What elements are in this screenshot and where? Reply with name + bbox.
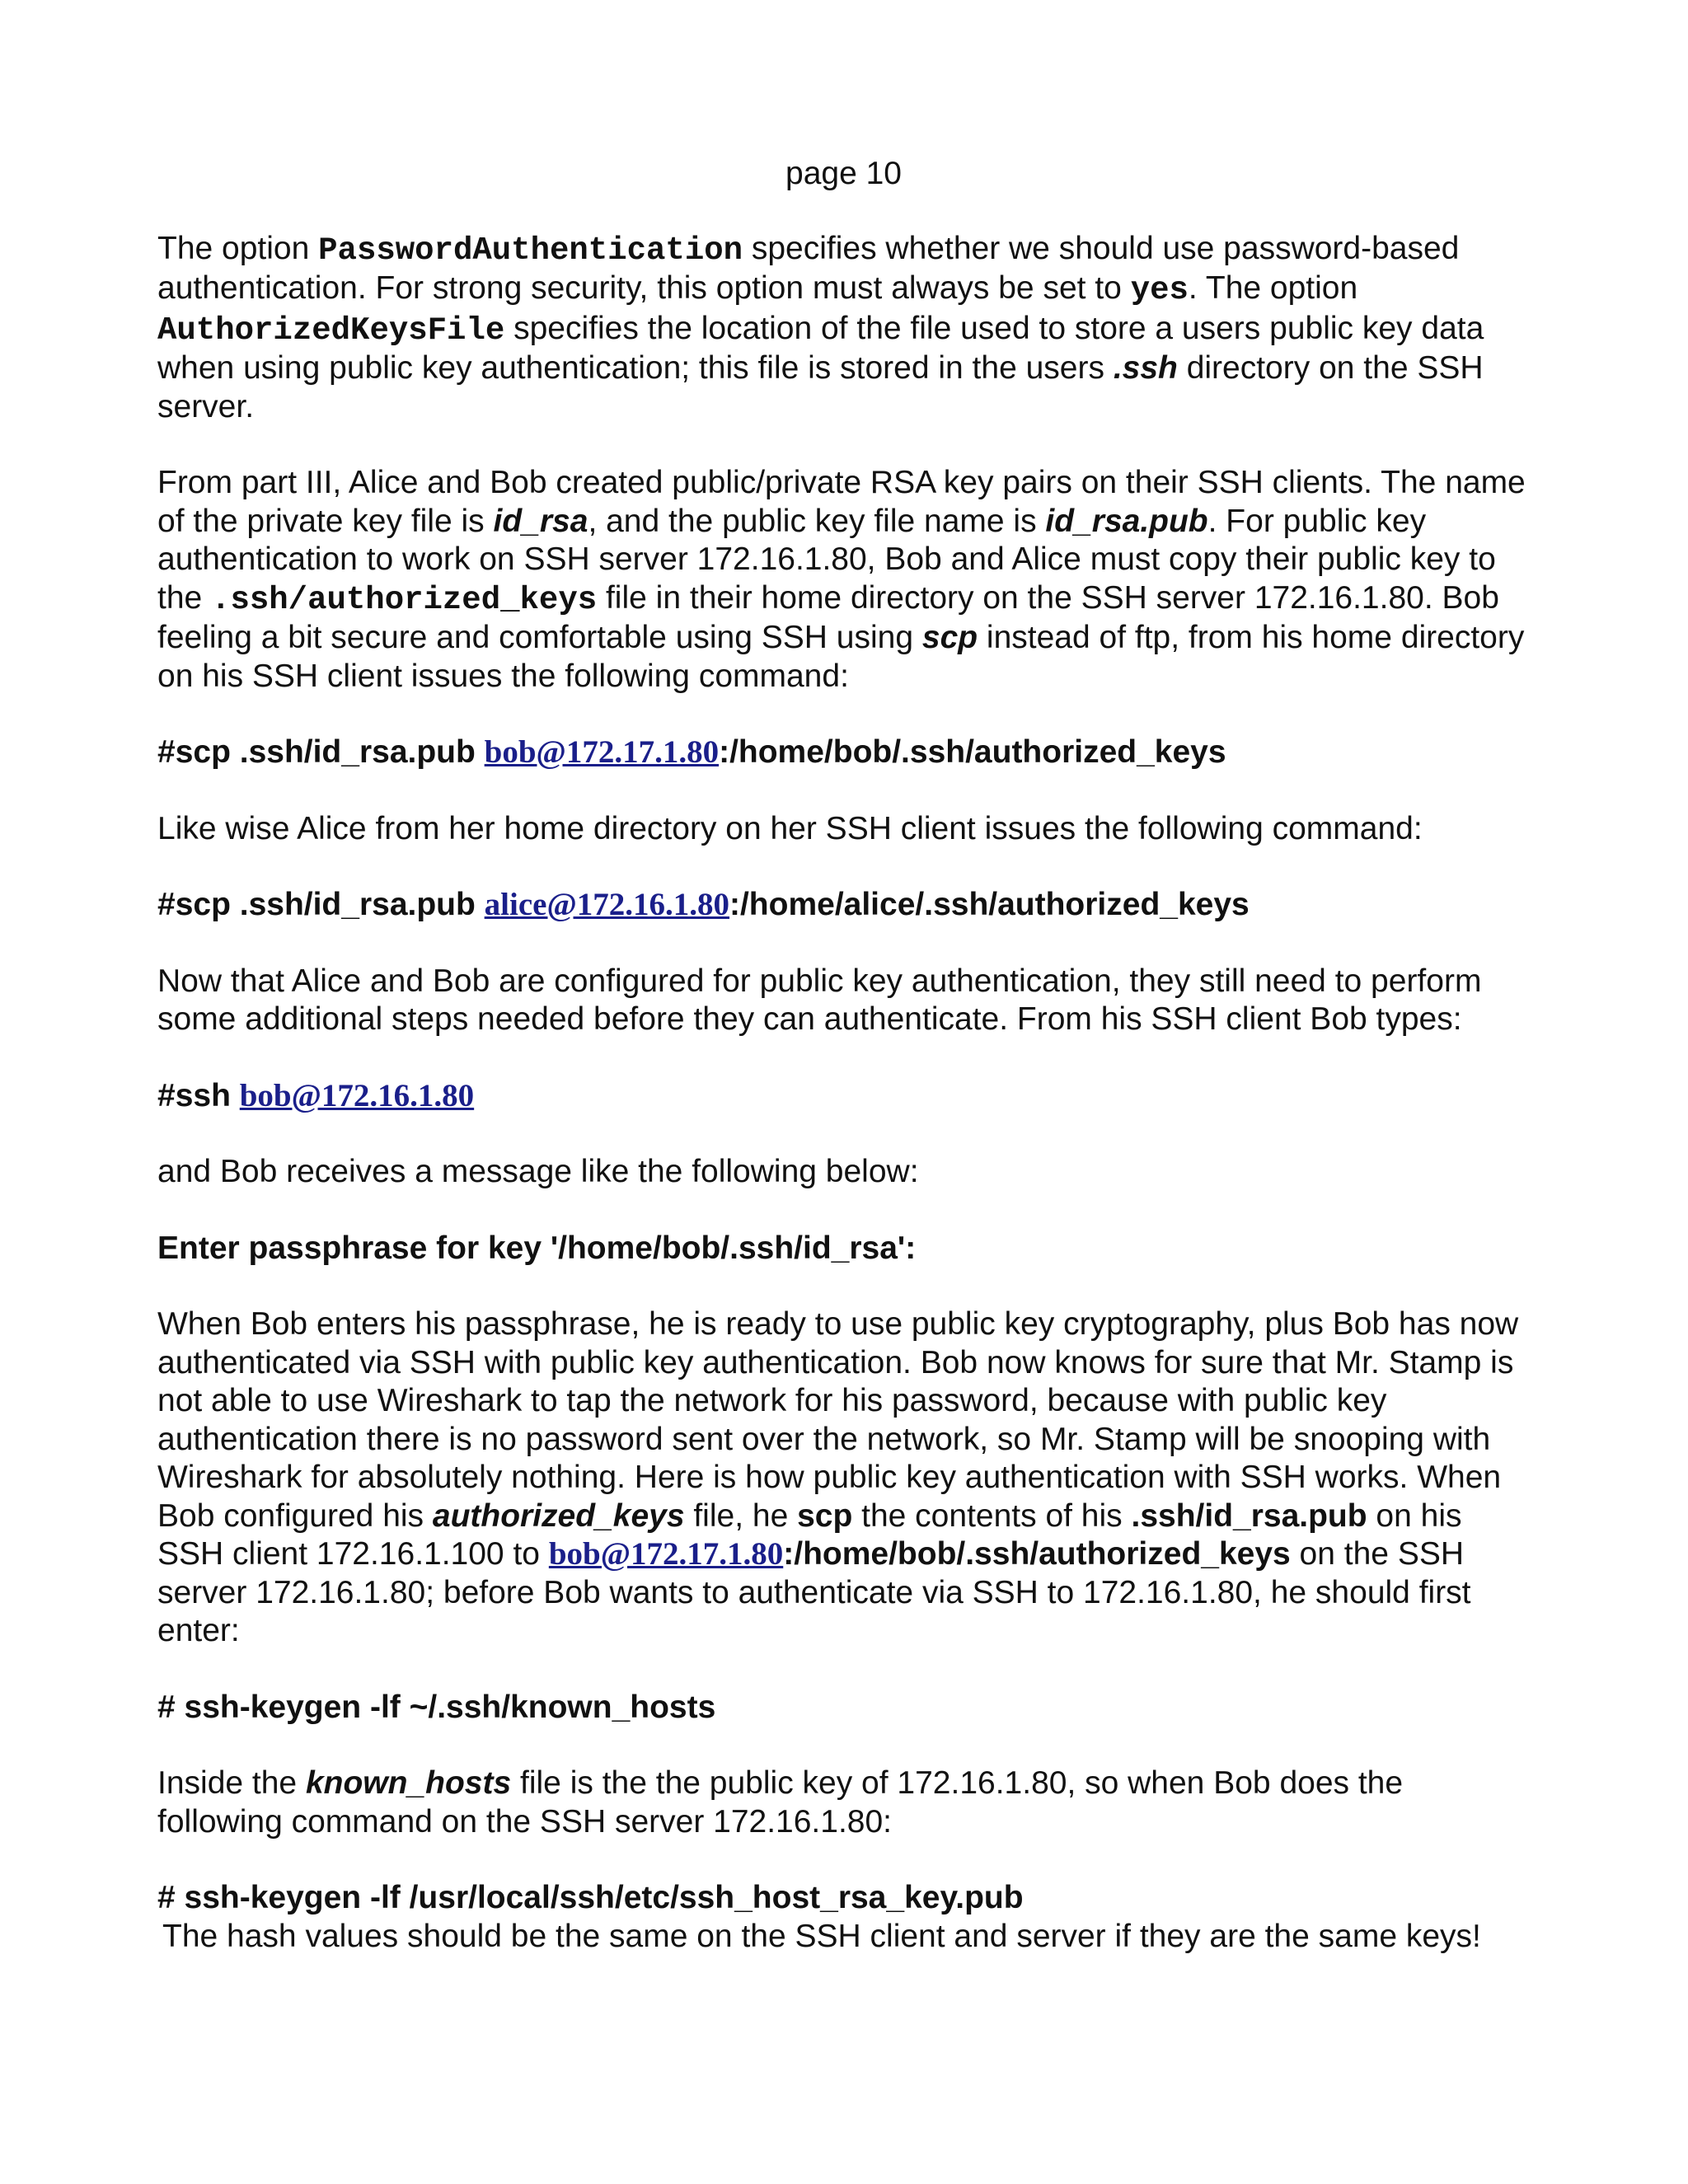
paragraph-known-hosts (157, 1765, 1530, 1841)
code-authorized-keys: .ssh/authorized_keys (211, 581, 598, 618)
text: , and the public key file name is (588, 503, 1046, 539)
text: on his SSH client 172.16.1.100 to (157, 1497, 1462, 1572)
paragraph-message-intro: and Bob receives a message like the following below: (157, 1154, 919, 1189)
email-link-alice[interactable]: alice@172.16.1.80 (484, 887, 729, 922)
text: file, he (684, 1497, 798, 1534)
passphrase-prompt: Enter passphrase for key '/home/bob/.ssh/id_rsa': (157, 1230, 917, 1266)
text: . The option (1188, 270, 1358, 306)
text: directory on the SSH server. (157, 350, 1484, 424)
text: The option (157, 230, 319, 266)
text: From part III, Alice and Bob created public/private RSA key pairs on their SSH clients. The name of the private key file is (157, 465, 1526, 539)
paragraph-additional-steps: Now that Alice and Bob are configured for public key authentication, they still need to perform some additional steps needed before they can authenticate. From his SSH client Bob types: (157, 963, 1482, 1037)
text: specifies whether we should use password-based authentication. For strong security, this option must always be set to (157, 230, 1460, 306)
command-keygen-host-key: # ssh-keygen -lf /usr/local/ssh/etc/ssh_host_rsa_key.pub (157, 1880, 1024, 1915)
text: the contents of his (852, 1497, 1132, 1534)
command-suffix: :/home/alice/.ssh/authorized_keys (729, 887, 1250, 922)
email-link-bob-inline[interactable]: bob@172.17.1.80 (548, 1536, 784, 1572)
emphasis-scp: scp (921, 620, 978, 655)
emphasis-id-rsa-pub: id_rsa.pub (1045, 503, 1208, 539)
emphasis-id-rsa: id_rsa (493, 503, 588, 539)
command-prefix: #scp .ssh/id_rsa.pub (157, 734, 485, 770)
command-scp-alice (157, 886, 1530, 925)
bold-scp: scp (797, 1497, 853, 1534)
code-yes: yes (1130, 272, 1189, 308)
text: Inside the (157, 1765, 306, 1801)
command-keygen-known-hosts: # ssh-keygen -lf ~/.ssh/known_hosts (157, 1689, 716, 1725)
text: file in their home directory on the SSH server 172.16.1.80. Bob feeling a bit secure and comfortable using SSH using (157, 579, 1499, 655)
paragraph-password-authentication (157, 230, 1530, 427)
emphasis-known-hosts: known_hosts (305, 1765, 512, 1801)
text: specifies the location of the file used to store a users public key data when using public key authentication; this file is stored in the users (157, 310, 1484, 386)
code-authorized-keys-file: AuthorizedKeysFile (157, 312, 505, 349)
command-prefix: #ssh (157, 1077, 240, 1113)
code-password-authentication: PasswordAuthentication (318, 232, 743, 269)
email-link-bob-ssh[interactable]: bob@172.16.1.80 (239, 1077, 475, 1113)
email-link-bob[interactable]: bob@172.17.1.80 (484, 734, 720, 770)
paragraph-hash-values: The hash values should be the same on the SSH client and server if they are the same keys! (162, 1918, 1481, 1954)
text: . For public key authentication to work on SSH server 172.16.1.80, Bob and Alice must copy their public key to the (157, 503, 1496, 616)
paragraph-public-key-explanation (157, 1305, 1530, 1651)
document-page (157, 155, 1530, 1994)
text: on the SSH server 172.16.1.80; before Bob wants to authenticate via SSH to 172.16.1.80, he should first enter: (157, 1536, 1471, 1648)
command-ssh-bob (157, 1077, 1530, 1116)
command-prefix: #scp .ssh/id_rsa.pub (157, 887, 485, 922)
bold-id-rsa-pub-path: .ssh/id_rsa.pub (1131, 1497, 1367, 1534)
paragraph-key-pairs (157, 464, 1530, 696)
command-scp-bob (157, 733, 1530, 772)
text: instead of ftp, from his home directory on his SSH client issues the following command: (157, 620, 1525, 694)
page-number: page 10 (785, 156, 902, 191)
paragraph-alice-command: Like wise Alice from her home directory on her SSH client issues the following command: (157, 810, 1423, 846)
command-suffix: :/home/bob/.ssh/authorized_keys (719, 734, 1226, 770)
text: file is the the public key of 172.16.1.80, so when Bob does the following command on the SSH server 172.16.1.80: (157, 1765, 1404, 1840)
bold-authorized-keys-path: :/home/bob/.ssh/authorized_keys (783, 1536, 1291, 1572)
emphasis-authorized-keys: authorized_keys (432, 1497, 685, 1534)
text: When Bob enters his passphrase, he is ready to use public key cryptography, plus Bob has now authenticated via SSH with public key authentication. Bob now knows for sure that Mr. Stamp is not able to use Wireshark to tap the network for his password, because with public key authentication there is no password sent over the network, so Mr. Stamp will be snooping with Wireshark for absolutely nothing. Here is how public key authentication with SSH works. When Bob configured his (157, 1306, 1519, 1534)
emphasis-ssh-dir: .ssh (1113, 350, 1178, 386)
